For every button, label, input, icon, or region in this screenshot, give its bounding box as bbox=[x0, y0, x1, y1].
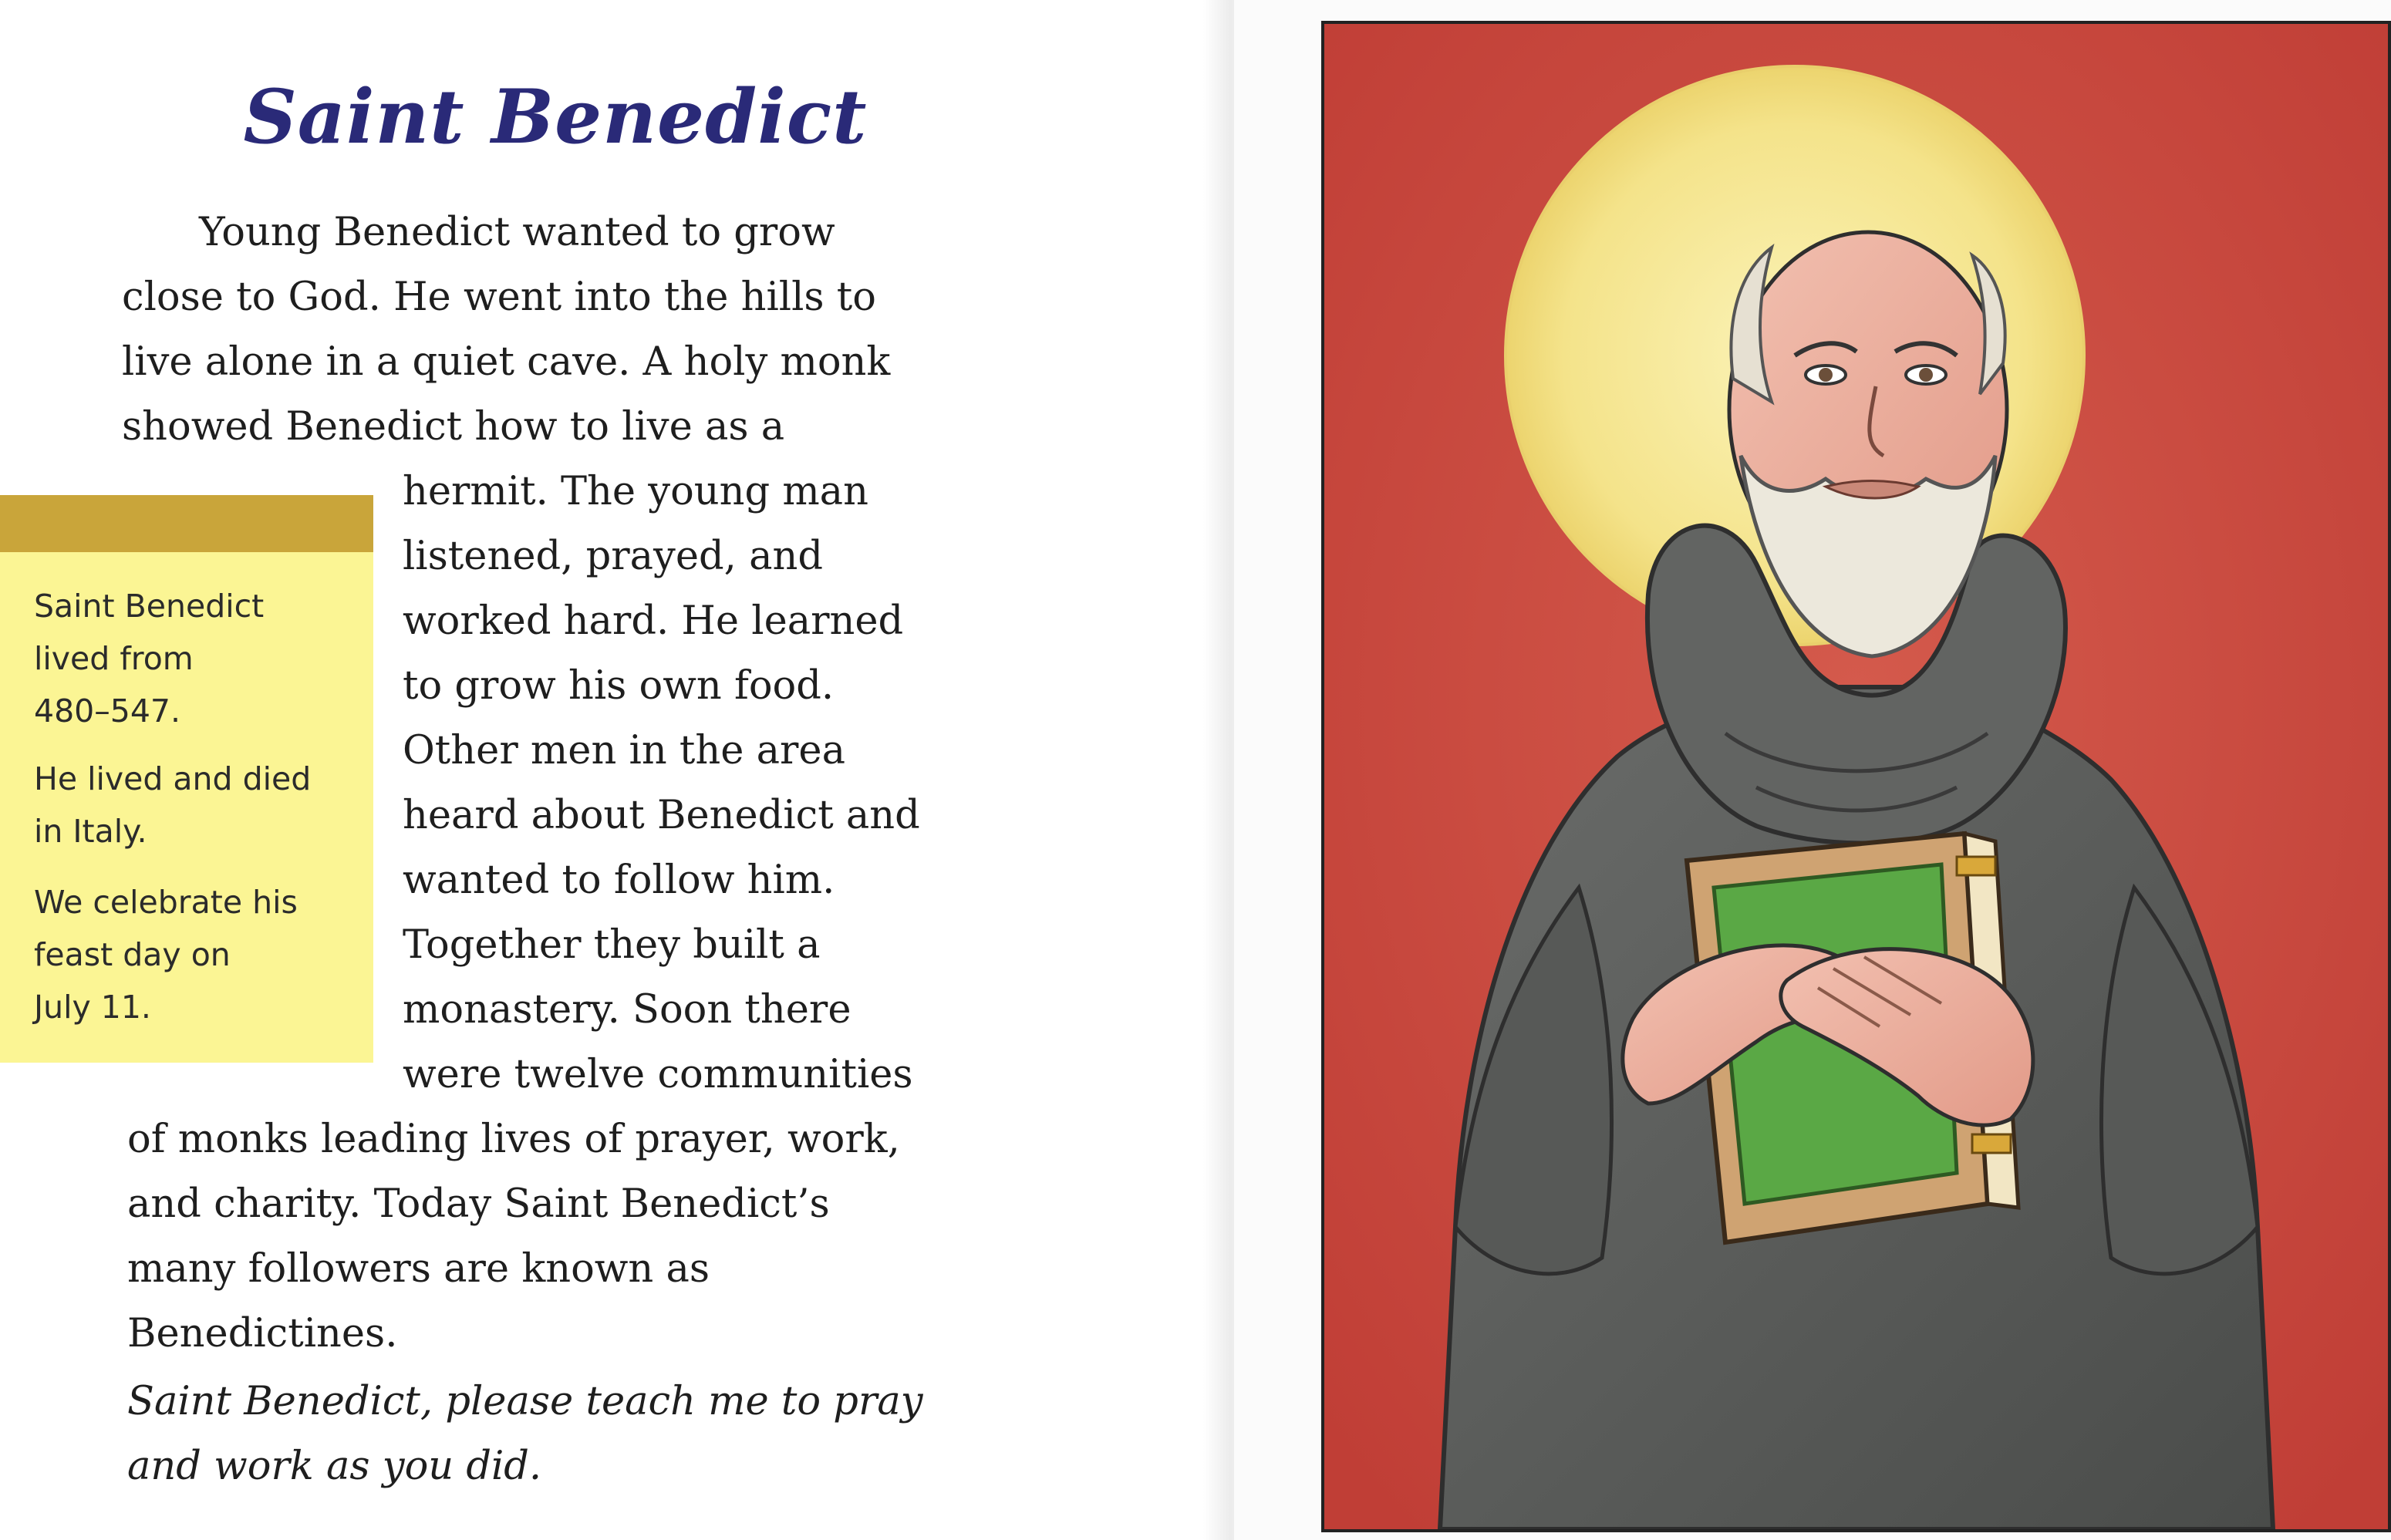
fact-line: 480–547. bbox=[34, 692, 181, 730]
prayer bbox=[127, 1370, 923, 1499]
story-line: Together they built a bbox=[403, 922, 821, 968]
story-line: listened, prayed, and bbox=[403, 534, 823, 579]
story-line: Benedictines. bbox=[127, 1311, 398, 1356]
story-line: to grow his own food. bbox=[403, 663, 835, 709]
fact-sidebar-header-bar bbox=[0, 495, 373, 552]
fact-line: in Italy. bbox=[34, 813, 147, 850]
story-line: and charity. Today Saint Benedict’s bbox=[127, 1181, 830, 1227]
story-line: live alone in a quiet cave. A holy monk bbox=[122, 339, 891, 385]
story-line: Young Benedict wanted to grow bbox=[199, 210, 835, 255]
saint-benedict-illustration bbox=[1321, 21, 2391, 1532]
fact-line: July 11. bbox=[34, 989, 151, 1026]
story-line: worked hard. He learned bbox=[403, 598, 904, 644]
story-line: showed Benedict how to live as a bbox=[122, 404, 785, 450]
story-line: Other men in the area bbox=[403, 728, 845, 773]
fact-line: lived from bbox=[34, 640, 194, 677]
prayer-line: and work as you did. bbox=[127, 1444, 542, 1489]
story-line: monastery. Soon there bbox=[403, 987, 852, 1033]
story-line: hermit. The young man bbox=[403, 469, 868, 514]
story-line: wanted to follow him. bbox=[403, 858, 835, 903]
page-title: Saint Benedict bbox=[243, 73, 868, 160]
story-paragraph-bottom bbox=[127, 1107, 900, 1366]
story-paragraph-top bbox=[122, 201, 890, 460]
saint-benedict-portrait bbox=[1324, 24, 2388, 1529]
story-paragraph-middle bbox=[403, 460, 920, 1107]
fact-feast-day bbox=[34, 876, 298, 1033]
fact-line: feast day on bbox=[34, 936, 231, 973]
fact-sidebar bbox=[0, 495, 373, 1063]
story-line: close to God. He went into the hills to bbox=[122, 275, 876, 320]
fact-place bbox=[34, 753, 311, 858]
fact-dates bbox=[34, 580, 264, 737]
story-line: heard about Benedict and bbox=[403, 793, 920, 838]
prayer-line: Saint Benedict, please teach me to pray bbox=[127, 1379, 923, 1424]
fact-line: We celebrate his bbox=[34, 884, 298, 921]
fact-line: He lived and died bbox=[34, 760, 312, 797]
story-line: many followers are known as bbox=[127, 1246, 710, 1292]
story-line: were twelve communities bbox=[403, 1052, 913, 1097]
story-line: of monks leading lives of prayer, work, bbox=[127, 1117, 900, 1162]
fact-line: Saint Benedict bbox=[34, 588, 265, 625]
